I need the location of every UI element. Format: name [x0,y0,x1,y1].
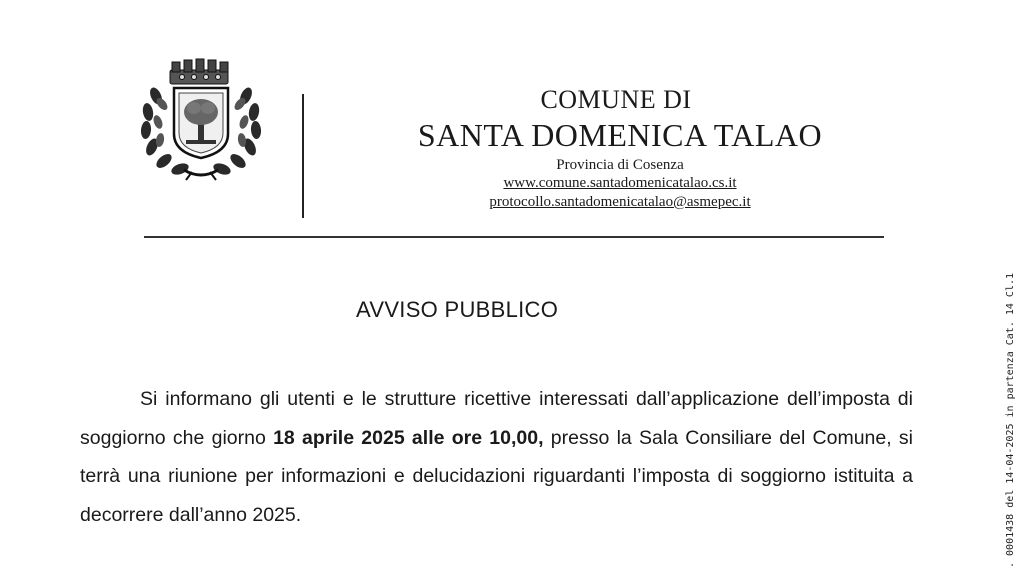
notice-date-time: 18 aprile 2025 alle ore 10,00, [273,426,544,449]
header-provincia: Provincia di Cosenza [556,157,684,173]
website-link[interactable]: www.comune.santadomenicatalao.cs.it [503,175,737,191]
protocol-stamp: . 0001438 del 14-04-2025 in partenza Cat. 14 Cl.1 [1005,272,1016,568]
notice-title: AVVISO PUBBLICO [356,297,559,322]
notice-text-part2: presso la Sala Consiliare del Comune, si terrà una riunione per informazioni e delucidazioni riguardanti l’imposta di soggiorno istituita a decorrere dall’anno 2025. [80,426,913,526]
header-comune-di: COMUNE DI [540,85,692,114]
header-comune-name: SANTA DOMENICA TALAO [417,117,823,153]
pec-email-link[interactable]: protocollo.santadomenicatalao@asmepec.it [489,194,751,210]
notice-text-part1: Si informano gli utenti e le strutture ricettive interessati dall’applicazione dell’imposta di soggiorno che giorno [80,388,913,449]
coat-of-arms-icon [134,56,268,182]
municipality-header [360,86,880,212]
notice-paragraph [80,380,913,534]
header-vertical-divider [302,94,304,218]
header-horizontal-divider [144,236,884,238]
